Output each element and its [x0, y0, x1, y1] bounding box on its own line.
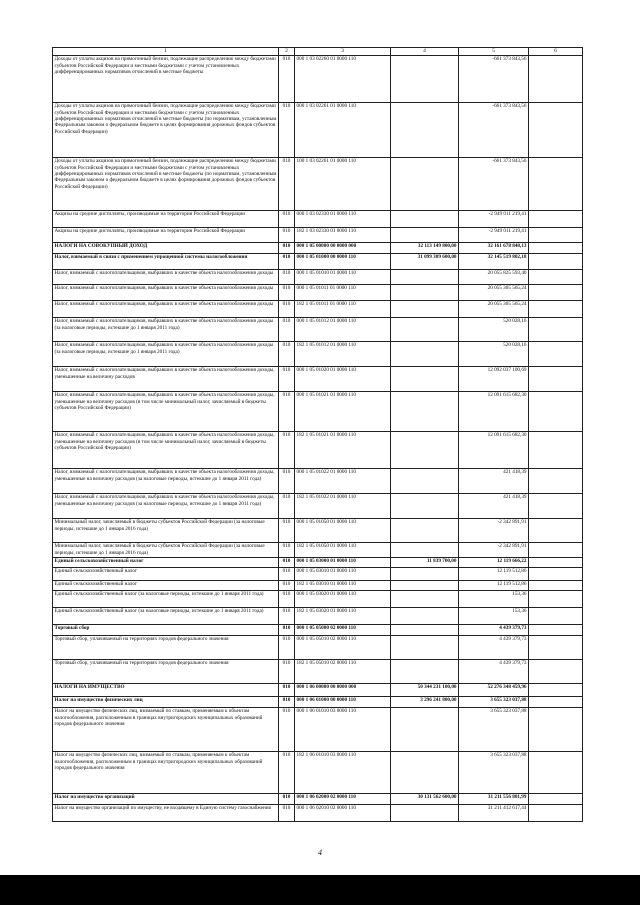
cell-line-code: 010 — [279, 580, 295, 590]
cell-budget-code: 182 1 05 01012 01 0000 110 — [295, 341, 391, 366]
cell-budget-code: 000 1 05 01050 01 0000 110 — [295, 518, 391, 542]
cell-line-code: 010 — [279, 707, 295, 751]
cell-budget-code: 000 1 05 05010 02 0000 110 — [295, 635, 391, 659]
cell-name: Торговый сбор — [53, 624, 279, 635]
cell-budget-code: 000 1 06 00000 00 0000 000 — [295, 683, 391, 696]
cell-executed: 32 161 678 848,13 — [459, 242, 529, 253]
cell-executed: -661 373 843,56 — [459, 102, 529, 157]
cell-budget-code: 182 1 05 01021 01 0000 110 — [295, 431, 391, 468]
cell-executed: -2 949 011 219,41 — [459, 227, 529, 242]
cell-line-code: 010 — [279, 683, 295, 696]
cell-name: Единый сельскохозяйственный налог (за налоговые периоды, истекшие до 1 января 2011 года) — [53, 590, 279, 607]
table-row — [53, 518, 583, 542]
cell-approved — [391, 493, 459, 518]
cell-line-code: 010 — [279, 317, 295, 341]
cell-unexecuted — [529, 590, 583, 607]
cell-line-code: 010 — [279, 55, 295, 102]
cell-unexecuted — [529, 624, 583, 635]
cell-name: Налог, взимаемый с налогоплательщиков, выбравших в качестве объекта налогообложения доходы, уменьшенные на величину расходов (в том числе минимальный налог, зачисляемый в бюджеты субъектов Российской Федерации) — [53, 391, 279, 431]
cell-approved: 3 296 241 800,00 — [391, 696, 459, 707]
page-number: 4 — [318, 848, 322, 857]
cell-name: Налог, взимаемый с налогоплательщиков, выбравших в качестве объекта налогообложения доходы, уменьшенные на величину расходов (в том числе минимальный налог, зачисляемый в бюджеты субъектов Российской Федерации) — [53, 431, 279, 468]
cell-unexecuted — [529, 468, 583, 493]
cell-approved — [391, 341, 459, 366]
cell-executed: -661 373 843,56 — [459, 157, 529, 210]
table-row — [53, 607, 583, 624]
cell-line-code: 010 — [279, 607, 295, 624]
table-row — [53, 227, 583, 242]
table-row — [53, 391, 583, 431]
cell-unexecuted — [529, 696, 583, 707]
cell-executed: -2 342 891,91 — [459, 542, 529, 557]
cell-approved — [391, 707, 459, 751]
cell-approved: 50 344 231 100,00 — [391, 683, 459, 696]
cell-name: Налог, взимаемый с налогоплательщиков, выбравших в качестве объекта налогообложения доходы — [53, 269, 279, 284]
cell-budget-code: 000 1 05 01022 01 0000 110 — [295, 468, 391, 493]
cell-executed: 520 028,16 — [459, 317, 529, 341]
table-row — [53, 793, 583, 804]
cell-name: Налог, взимаемый с налогоплательщиков, выбравших в качестве объекта налогообложения доходы — [53, 300, 279, 317]
cell-executed: 421 418,39 — [459, 493, 529, 518]
cell-budget-code: 000 1 06 01000 00 0000 110 — [295, 696, 391, 707]
cell-name: Налог на имущество физических лиц — [53, 696, 279, 707]
cell-name: Налог на имущество организаций — [53, 793, 279, 804]
cell-approved — [391, 300, 459, 317]
cell-name: Налог на имущество физических лиц, взимаемый по ставкам, применяемым к объектам налогообложения, расположенным в границах внутригородских муниципальных образований городов федерального значения — [53, 751, 279, 793]
cell-unexecuted — [529, 102, 583, 157]
cell-unexecuted — [529, 751, 583, 793]
cell-line-code: 010 — [279, 567, 295, 580]
cell-unexecuted — [529, 542, 583, 557]
table-row — [53, 468, 583, 493]
cell-unexecuted — [529, 366, 583, 391]
cell-name: Акцизы на средние дистилляты, производимые на территории Российской Федерации — [53, 210, 279, 227]
cell-unexecuted — [529, 210, 583, 227]
table-row — [53, 157, 583, 210]
cell-unexecuted — [529, 269, 583, 284]
cell-executed: 4 439 379,73 — [459, 624, 529, 635]
cell-name: НАЛОГИ НА ИМУЩЕСТВО — [53, 683, 279, 696]
table-row — [53, 707, 583, 751]
cell-approved: 30 131 562 600,00 — [391, 793, 459, 804]
cell-line-code: 010 — [279, 793, 295, 804]
table-header-row — [53, 48, 583, 56]
cell-unexecuted — [529, 431, 583, 468]
cell-name: Акцизы на средние дистилляты, производимые на территории Российской Федерации — [53, 227, 279, 242]
cell-line-code: 010 — [279, 468, 295, 493]
cell-budget-code: 000 1 03 02330 01 0000 110 — [295, 210, 391, 227]
cell-line-code: 010 — [279, 253, 295, 269]
table-row — [53, 683, 583, 696]
cell-unexecuted — [529, 317, 583, 341]
cell-budget-code: 000 1 03 02260 01 0000 110 — [295, 55, 391, 102]
cell-name: Торговый сбор, уплачиваемый на территориях городов федерального значения — [53, 659, 279, 683]
cell-approved — [391, 580, 459, 590]
cell-approved: 31 099 309 600,00 — [391, 253, 459, 269]
cell-budget-code: 000 1 05 05000 02 0000 110 — [295, 624, 391, 635]
cell-executed: 31 211 556 801,99 — [459, 793, 529, 804]
column-header: 5 — [459, 48, 529, 56]
cell-unexecuted — [529, 391, 583, 431]
cell-unexecuted — [529, 227, 583, 242]
table-row — [53, 557, 583, 567]
cell-approved — [391, 431, 459, 468]
cell-approved — [391, 227, 459, 242]
cell-unexecuted — [529, 659, 583, 683]
cell-approved — [391, 635, 459, 659]
cell-name: Налог на имущество организаций по имуществу, не входящему в Единую систему газоснабжения — [53, 804, 279, 821]
cell-name: Доходы от уплаты акцизов на прямогонный бензин, подлежащие распределению между бюджетами субъектов Российской Федерации и местными бюджетами с учетом установленных дифференцированных нормативов отчислений в местные бюджеты (по нормативам, установленным Федеральным законом о федеральном бюджете в целях формирования дорожных фондов субъектов Российской Федерации) — [53, 102, 279, 157]
cell-executed: 153,36 — [459, 607, 529, 624]
cell-name: Налог, взимаемый с налогоплательщиков, выбравших в качестве объекта налогообложения доходы, уменьшенные на величину расходов — [53, 366, 279, 391]
cell-approved — [391, 659, 459, 683]
cell-executed: -2 342 891,91 — [459, 518, 529, 542]
table-row — [53, 284, 583, 300]
cell-approved — [391, 518, 459, 542]
cell-line-code: 010 — [279, 284, 295, 300]
cell-name: Доходы от уплаты акцизов на прямогонный бензин, подлежащие распределению между бюджетами субъектов Российской Федерации и местными бюджетами с учетом установленных дифференцированных нормативов отчислений в местные бюджеты — [53, 55, 279, 102]
table-row — [53, 341, 583, 366]
cell-unexecuted — [529, 707, 583, 751]
cell-name: Торговый сбор, уплачиваемый на территориях городов федерального значения — [53, 635, 279, 659]
cell-executed: 3 655 323 037,88 — [459, 751, 529, 793]
cell-approved: 32 113 149 800,00 — [391, 242, 459, 253]
cell-executed: 12 091 615 682,30 — [459, 431, 529, 468]
cell-line-code: 010 — [279, 635, 295, 659]
table-row — [53, 567, 583, 580]
cell-budget-code: 000 1 03 02261 01 0000 110 — [295, 102, 391, 157]
cell-line-code: 010 — [279, 518, 295, 542]
cell-budget-code: 000 1 05 01012 01 0000 110 — [295, 317, 391, 341]
cell-budget-code: 000 1 05 01021 01 0000 110 — [295, 391, 391, 431]
cell-approved — [391, 542, 459, 557]
cell-line-code: 010 — [279, 269, 295, 284]
cell-name: Минимальный налог, зачисляемый в бюджеты субъектов Российской Федерации (за налоговые периоды, истекшие до 1 января 2016 года) — [53, 542, 279, 557]
table-row — [53, 696, 583, 707]
cell-line-code: 010 — [279, 227, 295, 242]
cell-executed: 153,36 — [459, 590, 529, 607]
cell-executed: 4 439 379,73 — [459, 635, 529, 659]
table-row — [53, 300, 583, 317]
table-row — [53, 493, 583, 518]
table-row — [53, 210, 583, 227]
cell-executed: 12 119 512,86 — [459, 580, 529, 590]
column-header: 3 — [295, 48, 391, 56]
cell-approved — [391, 567, 459, 580]
scan-bottom-border — [0, 875, 640, 905]
cell-budget-code: 000 1 06 02000 02 0000 110 — [295, 793, 391, 804]
cell-approved — [391, 269, 459, 284]
table-row — [53, 55, 583, 102]
cell-budget-code: 000 1 05 03010 01 0000 110 — [295, 567, 391, 580]
table-row — [53, 624, 583, 635]
cell-unexecuted — [529, 518, 583, 542]
column-header: 6 — [529, 48, 583, 56]
cell-line-code: 010 — [279, 659, 295, 683]
table-row — [53, 659, 583, 683]
cell-unexecuted — [529, 242, 583, 253]
table-row — [53, 804, 583, 821]
cell-budget-code: 000 1 05 01010 01 0000 110 — [295, 269, 391, 284]
cell-executed: 12 119 512,86 — [459, 567, 529, 580]
cell-name: Налог, взимаемый в связи с применением упрощенной системы налогообложения — [53, 253, 279, 269]
cell-name: Налог, взимаемый с налогоплательщиков, выбравших в качестве объекта налогообложения доходы (за налоговые периоды, истекшие до 1 января 2011 года) — [53, 341, 279, 366]
cell-budget-code: 000 1 05 00000 00 0000 000 — [295, 242, 391, 253]
cell-executed: 12 091 615 682,30 — [459, 391, 529, 431]
cell-budget-code: 182 1 05 01022 01 0000 110 — [295, 493, 391, 518]
column-header: 4 — [391, 48, 459, 56]
cell-approved — [391, 210, 459, 227]
cell-approved — [391, 317, 459, 341]
cell-name: Минимальный налог, зачисляемый в бюджеты субъектов Российской Федерации (за налоговые периоды, истекшие до 1 января 2016 года) — [53, 518, 279, 542]
cell-unexecuted — [529, 55, 583, 102]
cell-approved — [391, 624, 459, 635]
cell-line-code: 010 — [279, 300, 295, 317]
table-row — [53, 635, 583, 659]
cell-budget-code: 182 1 06 01010 03 0000 110 — [295, 751, 391, 793]
cell-line-code: 010 — [279, 157, 295, 210]
cell-budget-code: 182 1 05 01011 01 0000 110 — [295, 300, 391, 317]
cell-executed: 4 439 379,73 — [459, 659, 529, 683]
cell-approved — [391, 590, 459, 607]
cell-line-code: 010 — [279, 751, 295, 793]
cell-unexecuted — [529, 804, 583, 821]
cell-unexecuted — [529, 284, 583, 300]
cell-approved — [391, 751, 459, 793]
table-row — [53, 431, 583, 468]
cell-budget-code: 182 1 05 03010 01 0000 110 — [295, 580, 391, 590]
cell-line-code: 010 — [279, 102, 295, 157]
cell-unexecuted — [529, 253, 583, 269]
cell-line-code: 010 — [279, 210, 295, 227]
cell-line-code: 010 — [279, 242, 295, 253]
cell-executed: 12 119 666,22 — [459, 557, 529, 567]
cell-budget-code: 182 1 05 05010 02 0000 110 — [295, 659, 391, 683]
revenue-table — [52, 47, 583, 822]
cell-budget-code: 000 1 05 03020 01 0000 110 — [295, 590, 391, 607]
cell-executed: 3 655 323 037,88 — [459, 696, 529, 707]
cell-unexecuted — [529, 300, 583, 317]
cell-line-code: 010 — [279, 804, 295, 821]
cell-name: Налог на имущество физических лиц, взимаемый по ставкам, применяемым к объектам налогообложения, расположенным в границах внутригородских муниципальных образований городов федерального значения — [53, 707, 279, 751]
cell-unexecuted — [529, 683, 583, 696]
cell-executed: 32 145 519 802,18 — [459, 253, 529, 269]
cell-approved — [391, 55, 459, 102]
cell-unexecuted — [529, 580, 583, 590]
cell-name: Единый сельскохозяйственный налог — [53, 567, 279, 580]
table-row — [53, 590, 583, 607]
table-row — [53, 242, 583, 253]
cell-name: Доходы от уплаты акцизов на прямогонный бензин, подлежащие распределению между бюджетами субъектов Российской Федерации и местными бюджетами с учетом установленных дифференцированных нормативов отчислений в местные бюджеты (по нормативам, установленным Федеральным законом о федеральном бюджете в целях формирования дорожных фондов субъектов Российской Федерации) — [53, 157, 279, 210]
table-row — [53, 751, 583, 793]
cell-name: Единый сельскохозяйственный налог — [53, 580, 279, 590]
cell-budget-code: 000 1 05 01000 00 0000 110 — [295, 253, 391, 269]
cell-line-code: 010 — [279, 493, 295, 518]
cell-approved — [391, 366, 459, 391]
cell-budget-code: 000 1 05 01011 01 0000 110 — [295, 284, 391, 300]
cell-budget-code: 000 1 05 03000 01 0000 110 — [295, 557, 391, 567]
cell-name: НАЛОГИ НА СОВОКУПНЫЙ ДОХОД — [53, 242, 279, 253]
cell-budget-code: 000 1 06 02010 02 0000 110 — [295, 804, 391, 821]
cell-line-code: 010 — [279, 590, 295, 607]
cell-executed: -661 373 843,56 — [459, 55, 529, 102]
cell-budget-code: 182 1 05 01050 01 0000 110 — [295, 542, 391, 557]
table-row — [53, 542, 583, 557]
cell-unexecuted — [529, 607, 583, 624]
cell-unexecuted — [529, 341, 583, 366]
cell-executed: -2 949 011 219,41 — [459, 210, 529, 227]
cell-name: Единый сельскохозяйственный налог (за налоговые периоды, истекшие до 1 января 2011 года) — [53, 607, 279, 624]
cell-executed: 52 276 348 459,96 — [459, 683, 529, 696]
column-header: 1 — [53, 48, 279, 56]
cell-unexecuted — [529, 635, 583, 659]
cell-unexecuted — [529, 157, 583, 210]
cell-approved — [391, 607, 459, 624]
table-row — [53, 269, 583, 284]
cell-executed: 520 028,16 — [459, 341, 529, 366]
cell-approved — [391, 804, 459, 821]
table-row — [53, 366, 583, 391]
cell-line-code: 010 — [279, 366, 295, 391]
cell-line-code: 010 — [279, 696, 295, 707]
cell-line-code: 010 — [279, 557, 295, 567]
cell-approved — [391, 468, 459, 493]
cell-unexecuted — [529, 557, 583, 567]
table-row — [53, 253, 583, 269]
cell-approved — [391, 157, 459, 210]
cell-approved — [391, 284, 459, 300]
cell-budget-code: 182 1 03 02330 01 0000 110 — [295, 227, 391, 242]
cell-executed: 31 211 412 617,44 — [459, 804, 529, 821]
column-header: 2 — [279, 48, 295, 56]
cell-budget-code: 000 1 05 01020 01 0000 110 — [295, 366, 391, 391]
cell-executed: 20 055 825 593,40 — [459, 269, 529, 284]
cell-name: Налог, взимаемый с налогоплательщиков, выбравших в качестве объекта налогообложения доходы, уменьшенные на величину расходов (за налоговые периоды, истекшие до 1 января 2011 года) — [53, 468, 279, 493]
cell-budget-code: 000 1 06 01010 03 0000 110 — [295, 707, 391, 751]
cell-approved — [391, 391, 459, 431]
cell-name: Налог, взимаемый с налогоплательщиков, выбравших в качестве объекта налогообложения доходы (за налоговые периоды, истекшие до 1 января 2011 года) — [53, 317, 279, 341]
cell-line-code: 010 — [279, 341, 295, 366]
table-row — [53, 317, 583, 341]
cell-name: Налог, взимаемый с налогоплательщиков, выбравших в качестве объекта налогообложения доходы, уменьшенные на величину расходов (за налоговые периоды, истекшие до 1 января 2011 года) — [53, 493, 279, 518]
cell-executed: 20 055 305 565,24 — [459, 300, 529, 317]
cell-unexecuted — [529, 493, 583, 518]
cell-approved: 11 839 700,00 — [391, 557, 459, 567]
cell-approved — [391, 102, 459, 157]
cell-executed: 12 092 037 100,69 — [459, 366, 529, 391]
table-row — [53, 102, 583, 157]
cell-executed: 3 655 323 037,88 — [459, 707, 529, 751]
cell-executed: 20 055 305 565,24 — [459, 284, 529, 300]
table-row — [53, 580, 583, 590]
cell-unexecuted — [529, 793, 583, 804]
cell-line-code: 010 — [279, 624, 295, 635]
cell-line-code: 010 — [279, 391, 295, 431]
cell-line-code: 010 — [279, 431, 295, 468]
cell-budget-code: 182 1 05 03020 01 0000 110 — [295, 607, 391, 624]
cell-unexecuted — [529, 567, 583, 580]
cell-executed: 421 418,39 — [459, 468, 529, 493]
cell-budget-code: 100 1 03 02261 01 0000 110 — [295, 157, 391, 210]
cell-line-code: 010 — [279, 542, 295, 557]
cell-name: Налог, взимаемый с налогоплательщиков, выбравших в качестве объекта налогообложения доходы — [53, 284, 279, 300]
cell-name: Единый сельскохозяйственный налог — [53, 557, 279, 567]
